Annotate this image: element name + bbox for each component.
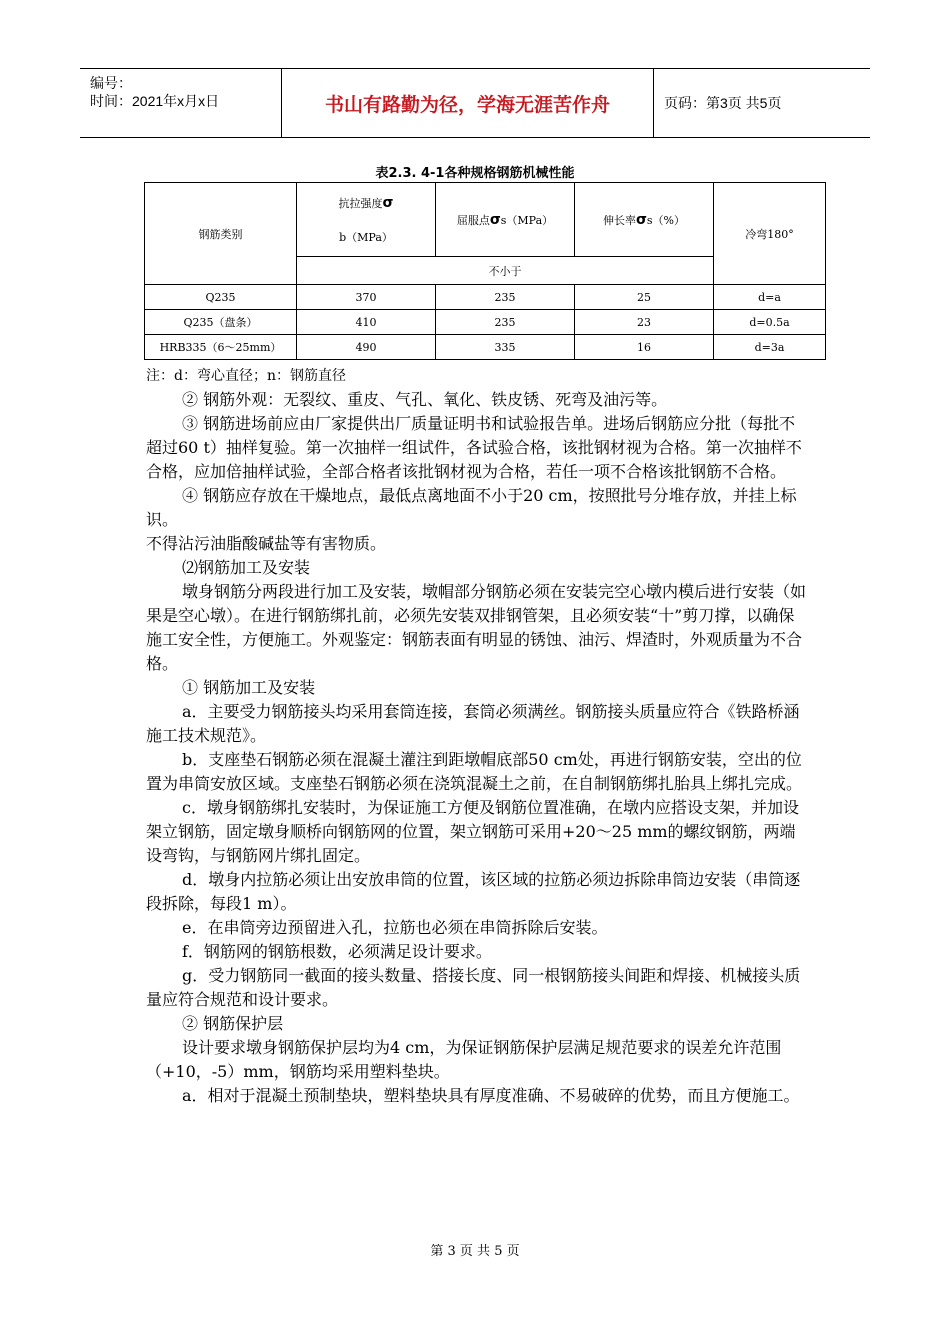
cell-bend: d=a <box>714 285 826 310</box>
paragraph-item-d: d．墩身内拉筋必须让出安放串筒的位置，该区域的拉筋必须边拆除串筒边安装（串筒逐段拆除，每段1 m）。 <box>146 870 801 913</box>
cell-grade: Q235 <box>145 285 297 310</box>
cell-grade: Q235（盘条） <box>145 310 297 335</box>
cell-elongation: 16 <box>575 335 714 360</box>
table-row <box>145 285 826 310</box>
body-text <box>146 362 806 1108</box>
sigma-symbol: σ <box>489 211 501 228</box>
sigma-symbol: σ <box>635 211 647 228</box>
paragraph-item-e: e．在串筒旁边预留进入孔，拉筋也必须在串筒拆除后安装。 <box>182 918 608 937</box>
header-tensile <box>297 183 436 257</box>
header-category: 钢筋类别 <box>145 183 297 285</box>
paragraph-cover-requirement: 设计要求墩身钢筋保护层均为4 cm，为保证钢筋保护层满足规范要求的误差允许范围（+10，-5）mm，钢筋均采用塑料垫块。 <box>146 1038 782 1081</box>
paragraph-item-b: b．支座垫石钢筋必须在混凝土灌注到距墩帽底部50 cm处，再进行钢筋安装，空出的位置为串筒安放区域。支座垫石钢筋必须在浇筑混凝土之前，在自制钢筋绑扎胎具上绑扎完成。 <box>146 750 803 793</box>
header-elongation-label: 伸长率 <box>602 213 636 227</box>
header-meta <box>80 69 282 137</box>
cell-yield: 235 <box>436 285 575 310</box>
page-header <box>80 68 870 138</box>
paragraph-storage: ④ 钢筋应存放在干燥地点，最低点离地面不小于20 cm，按照批号分堆存放，并挂上标识。 <box>146 486 797 529</box>
table-note: 注：d：弯心直径；n：钢筋直径 <box>146 368 346 384</box>
header-yield-unit: s（MPa） <box>500 213 554 227</box>
cell-tensile: 370 <box>297 285 436 310</box>
cell-bend: d=0.5a <box>714 310 826 335</box>
subsection-heading-cover: ② 钢筋保护层 <box>182 1014 284 1033</box>
header-motto: 书山有路勤为径，学海无涯苦作舟 <box>282 69 654 137</box>
header-yield-label: 屈服点 <box>456 213 490 227</box>
cell-yield: 235 <box>436 310 575 335</box>
table-row <box>145 335 826 360</box>
paragraph-item-f: f．钢筋网的钢筋根数，必须满足设计要求。 <box>182 942 492 961</box>
document-time: 时间：2021年x月x日 <box>90 93 220 109</box>
header-page-info <box>664 69 870 137</box>
paragraph-contamination: 不得沾污油脂酸碱盐等有害物质。 <box>146 534 387 553</box>
paragraph-item-a: a．主要受力钢筋接头均采用套筒连接，套筒必须满丝。钢筋接头质量应符合《铁路桥涵施工技术规范》。 <box>146 702 800 745</box>
header-elongation-unit: s（%） <box>646 213 685 227</box>
steel-property-table <box>144 182 826 360</box>
header-min-note: 不小于 <box>297 257 714 285</box>
paragraph-appearance: ② 钢筋外观：无裂纹、重皮、气孔、氧化、铁皮锈、死弯及油污等。 <box>182 390 668 409</box>
paragraph-inspection: ③ 钢筋进场前应由厂家提供出厂质量证明书和试验报告单。进场后钢筋应分批（每批不超过60 t）抽样复验。第一次抽样一组试件，各试验合格，该批钢材视为合格。第一次抽样不合格，应加倍抽样试验，全部合格者该批钢材视为合格，若任一项不合格该批钢筋不合格。 <box>146 414 802 481</box>
paragraph-item-g: g．受力钢筋同一截面的接头数量、搭接长度、同一根钢筋接头间距和焊接、机械接头质量应符合规范和设计要求。 <box>146 966 801 1009</box>
table-header-row <box>145 183 826 257</box>
header-tensile-unit: b（MPa） <box>339 230 393 244</box>
cell-elongation: 23 <box>575 310 714 335</box>
table-title: 表2.3. 4-1各种规格钢筋机械性能 <box>375 166 575 181</box>
cell-elongation: 25 <box>575 285 714 310</box>
cell-grade: HRB335（6～25mm） <box>145 335 297 360</box>
header-bend: 冷弯180° <box>714 183 826 285</box>
paragraph-item-c: c．墩身钢筋绑扎安装时，为保证施工方便及钢筋位置准确，在墩内应搭设支架，并加设架立钢筋，固定墩身顺桥向钢筋网的位置，架立钢筋可采用+20～25 mm的螺纹钢筋，两端设弯钩，与钢筋网片绑扎固定。 <box>146 798 799 865</box>
page-footer: 第 3 页 共 5 页 <box>430 1244 520 1259</box>
header-yield <box>436 183 575 257</box>
cell-tensile: 490 <box>297 335 436 360</box>
paragraph-cover-item-a: a．相对于混凝土预制垫块，塑料垫块具有厚度准确、不易破碎的优势，而且方便施工。 <box>182 1086 800 1105</box>
page-info-text: 页码：第3页 共5页 <box>664 95 782 111</box>
paragraph-pier-rebar: 墩身钢筋分两段进行加工及安装，墩帽部分钢筋必须在安装完空心墩内模后进行安装（如果是空心墩）。在进行钢筋绑扎前，必须先安装双排钢管架，且必须安装“十”剪刀撑，以确保施工安全性，方便施工。外观鉴定：钢筋表面有明显的锈蚀、油污、焊渣时，外观质量为不合格。 <box>146 582 807 673</box>
cell-bend: d=3a <box>714 335 826 360</box>
document-number-label: 编号： <box>90 75 132 91</box>
subsection-heading-processing: ① 钢筋加工及安装 <box>182 678 316 697</box>
cell-yield: 335 <box>436 335 575 360</box>
sigma-symbol: σ <box>382 194 394 211</box>
cell-tensile: 410 <box>297 310 436 335</box>
header-tensile-label: 抗拉强度 <box>338 196 383 210</box>
table-row <box>145 310 826 335</box>
section-heading-processing: ⑵钢筋加工及安装 <box>182 558 311 577</box>
header-elongation <box>575 183 714 257</box>
